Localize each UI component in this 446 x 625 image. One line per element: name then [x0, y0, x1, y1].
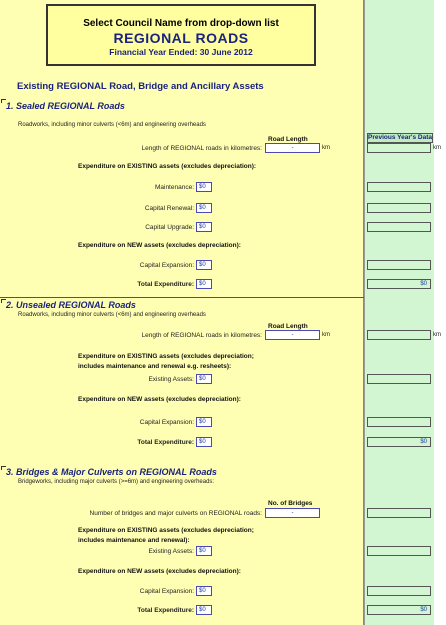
section-1-description: Roadworks, including minor culverts (<6m) and engineering overheads [18, 122, 206, 128]
section-1-unit: km [322, 145, 330, 151]
section-1-column-header: Road Length [268, 136, 308, 143]
section-3-count-field[interactable]: - [265, 508, 320, 518]
section-2-new-heading: Expenditure on NEW assets (excludes depreciation): [78, 396, 241, 403]
previous-year-header: Previous Year's Data [368, 134, 432, 141]
section-1-renewal-label: Capital Renewal: [144, 205, 194, 212]
section-2-expansion-field[interactable]: $0 [196, 417, 212, 427]
section-1-title: 1. Sealed REGIONAL Roads [6, 101, 125, 111]
prev-s1-unit: km [433, 145, 441, 151]
section-2-existing-field[interactable]: $0 [196, 374, 212, 384]
section-2-existing-heading-2: includes maintenance and renewal e.g. resheets): [78, 363, 232, 370]
prev-s3-existing[interactable] [367, 546, 431, 556]
prev-s2-length[interactable] [367, 330, 431, 340]
section-2-total-label: Total Expenditure: [137, 439, 194, 446]
section-3-existing-heading-1: Expenditure on EXISTING assets (excludes depreciation; [78, 527, 254, 534]
section-3-new-heading: Expenditure on NEW assets (excludes depreciation): [78, 568, 241, 575]
section-1-maintenance-field[interactable]: $0 [196, 182, 212, 192]
prev-s1-expansion[interactable] [367, 260, 431, 270]
section-2-unit: km [322, 332, 330, 338]
section-3-total-label: Total Expenditure: [137, 607, 194, 614]
section-1-length-label: Length of REGIONAL roads in kilometres: [141, 145, 262, 152]
section-3-expansion-field[interactable]: $0 [196, 586, 212, 596]
section-2-existing-label: Existing Assets: [148, 376, 194, 383]
section-2-total-field: $0 [196, 437, 212, 447]
section-2-description: Roadworks, including minor culverts (<6m) and engineering overheads [18, 312, 206, 318]
section-2-title: 2. Unsealed REGIONAL Roads [6, 300, 136, 310]
prev-s3-count[interactable] [367, 508, 431, 518]
prev-s2-existing[interactable] [367, 374, 431, 384]
prev-s2-total: $0 [367, 437, 431, 447]
section-3-description: Bridgeworks, including major culverts (>=6m) and engineering overheads: [18, 479, 215, 485]
prev-s1-renewal[interactable] [367, 203, 431, 213]
section-1-total-field: $0 [196, 279, 212, 289]
section-2-length-label: Length of REGIONAL roads in kilometres: [141, 332, 262, 339]
previous-year-panel [364, 0, 441, 625]
prev-s1-maintenance[interactable] [367, 182, 431, 192]
section-1-upgrade-field[interactable]: $0 [196, 222, 212, 232]
section-1-expansion-field[interactable]: $0 [196, 260, 212, 270]
section-2-expansion-label: Capital Expansion: [139, 419, 194, 426]
section-1-existing-heading: Expenditure on EXISTING assets (excludes depreciation): [78, 163, 257, 170]
section-1-expansion-label: Capital Expansion: [139, 262, 194, 269]
section-3-column-header: No. of Bridges [268, 500, 313, 507]
header-financial-year: Financial Year Ended: 30 June 2012 [109, 47, 253, 57]
section-1-length-field[interactable]: - [265, 143, 320, 153]
header-instruction: Select Council Name from drop-down list [83, 18, 279, 29]
section-2-column-header: Road Length [268, 323, 308, 330]
section-1-maintenance-label: Maintenance: [154, 184, 194, 191]
prev-s3-total: $0 [367, 605, 431, 615]
section-3-existing-label: Existing Assets: [148, 548, 194, 555]
main-title: Existing REGIONAL Road, Bridge and Ancillary Assets [17, 81, 264, 92]
prev-s1-length[interactable] [367, 143, 431, 153]
prev-s3-expansion[interactable] [367, 586, 431, 596]
section-3-existing-field[interactable]: $0 [196, 546, 212, 556]
prev-s1-upgrade[interactable] [367, 222, 431, 232]
section-3-expansion-label: Capital Expansion: [139, 588, 194, 595]
section-divider [0, 297, 364, 298]
section-2-length-field[interactable]: - [265, 330, 320, 340]
section-1-upgrade-label: Capital Upgrade: [145, 224, 194, 231]
prev-s2-expansion[interactable] [367, 417, 431, 427]
section-1-new-heading: Expenditure on NEW assets (excludes depreciation): [78, 242, 241, 249]
section-3-total-field: $0 [196, 605, 212, 615]
section-1-total-label: Total Expenditure: [137, 281, 194, 288]
section-3-count-label: Number of bridges and major culverts on REGIONAL roads: [89, 510, 262, 517]
header-box [46, 4, 316, 66]
section-3-existing-heading-2: includes maintenance and renewal): [78, 537, 190, 544]
header-title: REGIONAL ROADS [113, 30, 249, 46]
section-1-renewal-field[interactable]: $0 [196, 203, 212, 213]
prev-s1-total: $0 [367, 279, 431, 289]
section-3-title: 3. Bridges & Major Culverts on REGIONAL Roads [6, 467, 217, 477]
prev-s2-unit: km [433, 332, 441, 338]
section-2-existing-heading-1: Expenditure on EXISTING assets (excludes depreciation; [78, 353, 254, 360]
